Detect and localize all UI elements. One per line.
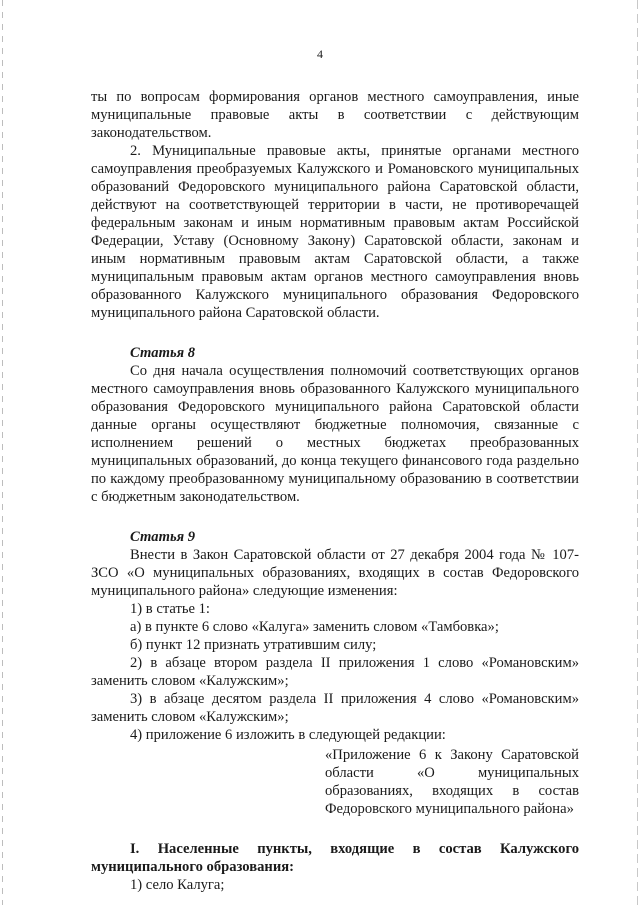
paragraph-continuation: ты по вопросам формирования органов местного самоуправления, иные муниципальные правовые акты в соответствии с действующим законодательством. bbox=[91, 89, 579, 141]
scan-edge-right bbox=[637, 0, 638, 905]
list-item-1a: а) в пункте 6 слово «Калуга» заменить словом «Тамбовка»; bbox=[130, 619, 499, 635]
list-item-1b: б) пункт 12 признать утратившим силу; bbox=[130, 637, 377, 653]
list-item-4: 4) приложение 6 изложить в следующей редакции: bbox=[130, 727, 446, 743]
settlement-item-1: 1) село Калуга; bbox=[130, 877, 225, 893]
section-heading: I. Населенные пункты, входящие в состав Калужского муниципального образования: bbox=[91, 841, 579, 875]
scan-edge-left bbox=[2, 0, 3, 905]
appendix-reference: «Приложение 6 к Закону Саратовской области «О муниципальных образованиях, входящих в состав Федоровского муниципального района» bbox=[325, 747, 579, 817]
document-body bbox=[91, 88, 579, 894]
article-8-heading: Статья 8 bbox=[130, 345, 196, 361]
list-item-1: 1) в статье 1: bbox=[130, 601, 210, 617]
page-number: 4 bbox=[317, 47, 323, 61]
article-9-heading: Статья 9 bbox=[130, 529, 196, 545]
article-9-intro: Внести в Закон Саратовской области от 27 декабря 2004 года № 107-ЗСО «О муниципальных образованиях, входящих в состав Федоровского муниципального района» следующие изменения: bbox=[91, 547, 579, 599]
article-8-text: Со дня начала осуществления полномочий соответствующих органов местного самоуправления вновь образованного Калужского муниципального образования Федоровского муниципального района Саратовской области данные органы осуществляют бюджетные полномочия, связанные с исполнением решений о местных бюджетах преобразованных муниципальных образований, до конца текущего финансового года раздельно по каждому преобразованному муниципальному образованию в соответствии с бюджетным законодательством. bbox=[91, 363, 579, 505]
paragraph-item-2: 2. Муниципальные правовые акты, принятые органами местного самоуправления преобразуемых Калужского и Романовского муниципальных образований Федоровского муниципального района Саратовской области, действуют на соответствующей территории в части, не противоречащей федеральным законам и иным нормативным правовым актам Российской Федерации, Уставу (Основному Закону) Саратовской области, законам и иным нормативным правовым актам Саратовской области, а также муниципальным правовым актам органов местного самоуправления вновь образованного Калужского муниципального образования Федоровского муниципального района Саратовской области. bbox=[91, 143, 579, 321]
list-item-2: 2) в абзаце втором раздела II приложения 1 слово «Романовским» заменить словом «Калужским»; bbox=[91, 655, 579, 689]
list-item-3: 3) в абзаце десятом раздела II приложения 4 слово «Романовским» заменить словом «Калужским»; bbox=[91, 691, 579, 725]
